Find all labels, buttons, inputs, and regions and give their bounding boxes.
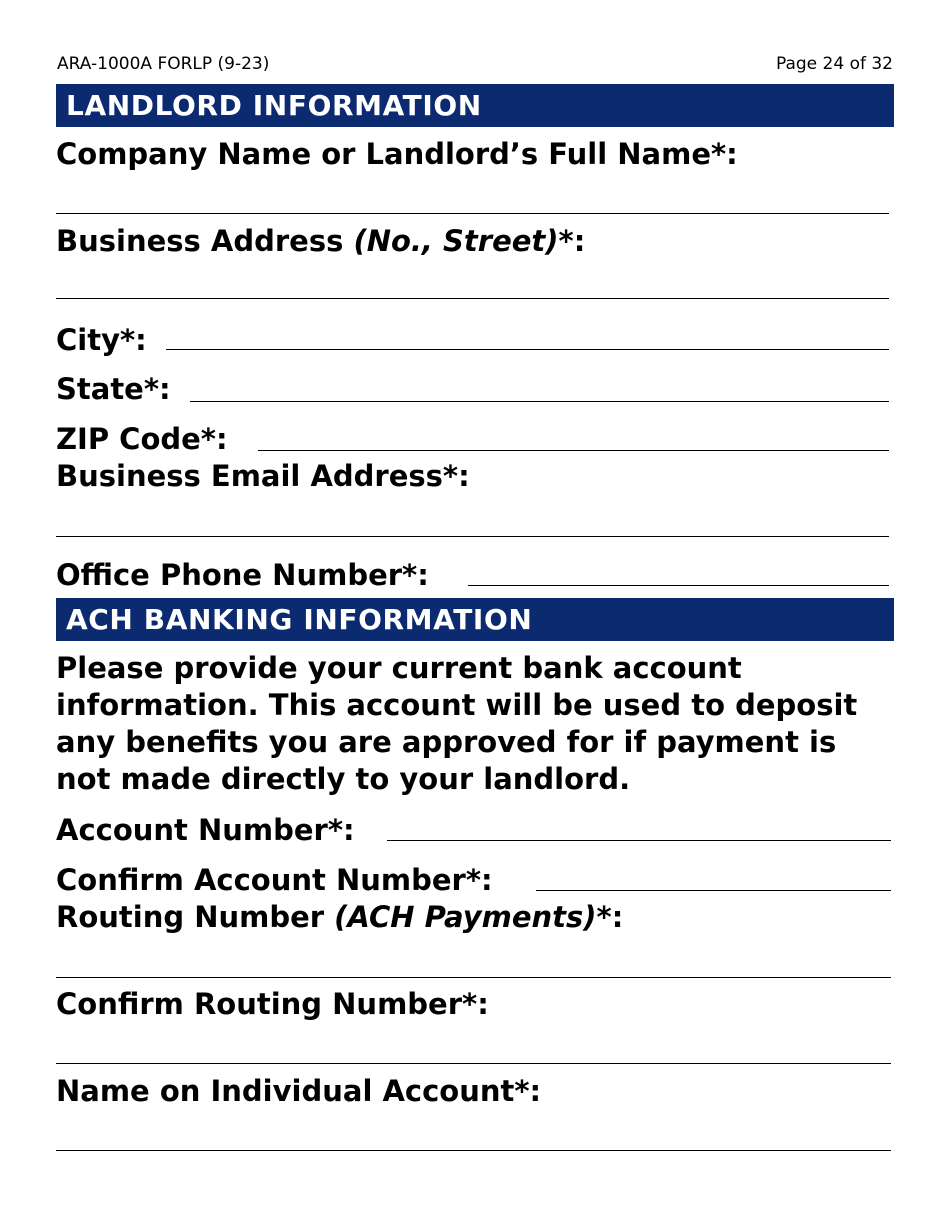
routing-number-field[interactable] <box>56 977 891 978</box>
zip-code-label: ZIP Code*: <box>56 422 228 456</box>
state-label: State*: <box>56 372 171 406</box>
city-label: City*: <box>56 323 147 357</box>
state-field[interactable] <box>190 401 889 402</box>
office-phone-field[interactable] <box>468 585 889 586</box>
business-address-hint: (No., Street) <box>353 224 559 258</box>
confirm-routing-number-field[interactable] <box>56 1063 891 1064</box>
business-address-label: Business Address (No., Street)*: <box>56 224 586 258</box>
company-name-field[interactable] <box>56 213 889 214</box>
company-name-label: Company Name or Landlord’s Full Name*: <box>56 137 738 171</box>
office-phone-label: Office Phone Number*: <box>56 558 429 592</box>
business-address-field[interactable] <box>56 298 889 299</box>
ach-section-header: ACH BANKING INFORMATION <box>56 598 894 641</box>
page-number: Page 24 of 32 <box>775 54 893 74</box>
account-number-label: Account Number*: <box>56 813 355 847</box>
business-email-field[interactable] <box>56 536 889 537</box>
business-email-label: Business Email Address*: <box>56 459 470 493</box>
routing-number-hint: (ACH Payments) <box>334 900 597 934</box>
confirm-account-number-field[interactable] <box>536 890 891 891</box>
ach-instructions: Please provide your current bank account information. This account will be used to deposit any benefits you are approved for if payment is not made directly to your landlord. <box>56 651 858 796</box>
city-field[interactable] <box>166 349 889 350</box>
routing-number-label: Routing Number (ACH Payments)*: <box>56 900 624 934</box>
zip-code-field[interactable] <box>258 450 889 451</box>
account-number-field[interactable] <box>387 840 891 841</box>
landlord-section-header: LANDLORD INFORMATION <box>56 84 894 127</box>
confirm-account-number-label: Confirm Account Number*: <box>56 863 493 897</box>
account-name-label: Name on Individual Account*: <box>56 1074 542 1108</box>
confirm-routing-number-label: Confirm Routing Number*: <box>56 987 489 1021</box>
account-name-field[interactable] <box>56 1150 891 1151</box>
form-id: ARA-1000A FORLP (9-23) <box>57 54 270 74</box>
